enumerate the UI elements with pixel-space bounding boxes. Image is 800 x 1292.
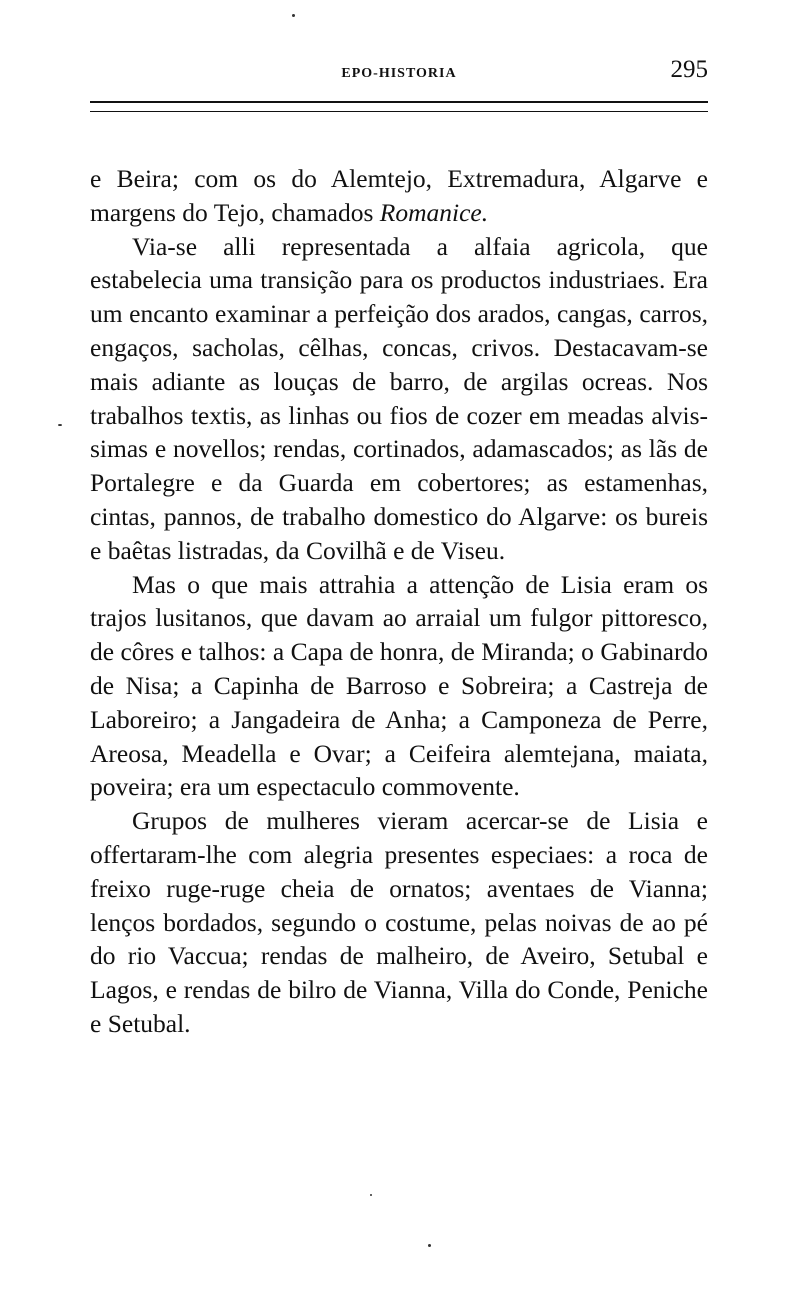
paragraph-1 [90,162,708,230]
paragraph-1-italic: Romanice. [379,197,489,227]
paragraph-3: Mas o que mais attrahia a attenção de Lisia eram os trajos lusitanos, que davam ao arraial um fulgor pittoresco, de côres e talhos: a Capa de honra, de Miranda; o Gabinardo de Nisa; a Capinha de Barroso e Sobreira; a Castreja de Laboreiro; a Jangadeira de Anha; a Camponeza de Perre, Areosa, Meadella e Ovar; a Ceifeira alemtejana, maiata, poveira; era um espectaculo commovente. [90,569,708,802]
header-rule-bottom [90,111,708,112]
header-rule-top [90,101,708,103]
paragraph-4: Grupos de mulheres vieram acercar-se de Lisia e offertaram-lhe com alegria presentes especiaes: a roca de freixo ruge-ruge cheia de ornatos; aventaes de Vianna; lenços bordados, segundo o costume, pelas noivas de ao pé do rio Vaccua; rendas de malheiro, de Aveiro, Setubal e Lagos, e rendas de bilro de Vianna, Villa do Conde, Peniche e Setubal. [90,806,708,1038]
body-text [90,162,708,1041]
scan-speck [428,1244,431,1247]
scan-speck [292,14,295,17]
paragraph-1-text: e Beira; com os do Alemtejo, Extremadura, Algarve e margens do Tejo, chamados [90,164,708,227]
scan-speck [58,424,62,426]
page-number: 295 [670,56,708,83]
running-head [90,56,708,90]
running-title: EPO-HISTORIA [341,66,457,81]
paragraph-2: Via-se alli representada a alfaia agricola, que estabelecia uma transição para os productos industriaes. Era um encanto examinar a perfeição dos arados, cangas, carros, engaços, sacholas, cêlhas, concas, crivos. Destacavam-se mais adiante as louças de barro, de argilas ocreas. Nos trabalhos textis, as linhas ou fios de cozer em meadas alvissimas e novellos; rendas, cortinados, adamascados; as lãs de Portalegre e da Guarda em cobertores; as estamenhas, cintas, pannos, de trabalho domestico do Algarve: os bureis e baêtas listradas, da Covilhã e de Viseu. [90,231,708,565]
scan-speck [370,1194,372,1196]
